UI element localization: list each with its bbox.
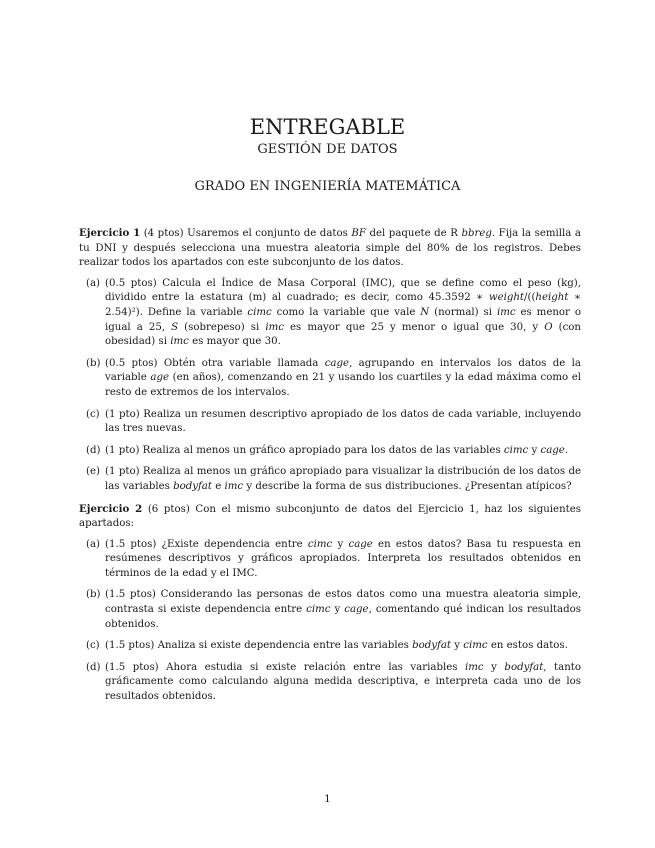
text-run: (en años), comenzando en 21 y usando los cuartiles y la edad máxima como el resto de extremos de los intervalos. bbox=[105, 372, 581, 398]
item-label: (a) bbox=[86, 538, 101, 550]
exercise-2-item-c bbox=[79, 639, 581, 654]
item-label: (b) bbox=[86, 589, 101, 601]
text-run: e bbox=[211, 480, 225, 492]
text-run: es menor o igual a 25, bbox=[105, 306, 581, 333]
dataset-name: BF bbox=[351, 228, 366, 239]
item-label: (d) bbox=[86, 661, 101, 673]
package-name: bbreg bbox=[461, 228, 492, 239]
variable-name: age bbox=[150, 372, 170, 384]
item-label: (c) bbox=[86, 408, 100, 420]
variable-name: cimc bbox=[247, 306, 272, 318]
text-run: (0.5 ptos) Obtén otra variable llamada bbox=[105, 357, 325, 369]
variable-name: cimc bbox=[503, 444, 529, 456]
text-run: ∗ 2.54)²). Define la variable bbox=[105, 292, 581, 318]
item-label: (d) bbox=[86, 444, 101, 456]
exercise-1 bbox=[79, 226, 581, 495]
text-run: en estos datos. bbox=[487, 640, 568, 652]
text-run: es mayor que 25 y menor o igual que 30, y bbox=[283, 321, 545, 333]
page-number: 1 bbox=[324, 793, 331, 805]
item-label: (a) bbox=[86, 277, 101, 289]
item-label: (c) bbox=[86, 640, 100, 652]
exercise-1-item-d bbox=[79, 444, 581, 459]
exercise-1-title: Ejercicio 1 bbox=[79, 227, 141, 239]
exercise-2-item-b bbox=[79, 588, 581, 632]
item-label: (b) bbox=[86, 357, 101, 369]
variable-name: bodyfat bbox=[412, 640, 451, 652]
text-run: /(( bbox=[524, 292, 536, 304]
text-run: (4 ptos) Usaremos el conjunto de datos bbox=[140, 228, 352, 239]
exercise-1-item-c bbox=[79, 408, 581, 437]
text-run: (1.5 ptos) Considerando las personas de estos datos como una muestra aleatoria simple, contrasta si existe dependencia entre bbox=[105, 589, 581, 616]
text-run: , agrupando en intervalos los datos de la variable bbox=[105, 357, 581, 384]
text-run: (1.5 ptos) ¿Existe dependencia entre bbox=[105, 538, 308, 550]
text-run: (1.5 ptos) Analiza si existe dependencia entre las variables bbox=[105, 640, 413, 652]
variable-name: bodyfat bbox=[504, 661, 544, 673]
variable-name: cage bbox=[324, 357, 350, 369]
variable-name: O bbox=[544, 321, 553, 333]
exercise-2-items bbox=[79, 538, 581, 705]
text-run: (6 ptos) Con el mismo subconjunto de datos del Ejercicio 1, haz los siguientes apartados: bbox=[79, 503, 581, 530]
variable-name: cage bbox=[348, 538, 373, 550]
exercise-2 bbox=[79, 502, 581, 705]
text-run: y bbox=[332, 538, 349, 550]
text-run: y bbox=[330, 604, 345, 616]
exercise-1-item-b bbox=[79, 357, 581, 401]
variable-name: imc bbox=[265, 321, 284, 333]
variable-name: cimc bbox=[463, 640, 488, 652]
exercise-2-title: Ejercicio 2 bbox=[79, 502, 143, 515]
text-run: (1 pto) Realiza al menos un gráfico apropiado para visualizar la distribución de los datos de las variables bbox=[105, 466, 581, 492]
text-run: (normal) si bbox=[429, 306, 497, 318]
variable-name: cage bbox=[540, 444, 565, 456]
text-run: (1 pto) Realiza al menos un gráfico apropiado para los datos de las variables bbox=[105, 444, 504, 456]
document-body bbox=[79, 226, 581, 712]
text-run: (1 pto) Realiza un resumen descriptivo apropiado de los datos de cada variable, incluyendo las tres nuevas. bbox=[105, 408, 581, 435]
exercise-2-item-a bbox=[79, 538, 581, 582]
exercise-1-items bbox=[79, 277, 581, 495]
variable-name: imc bbox=[496, 306, 516, 318]
text-run: es mayor que 30. bbox=[188, 336, 281, 348]
text-run: y describe la forma de sus distribuciones. ¿Presentan atípicos? bbox=[243, 480, 572, 492]
text-run: , tanto gráficamente como calculando alguna medida descriptiva, e interpreta cada uno de los resultados obtenidos. bbox=[105, 661, 582, 703]
text-run: . Fija la semilla a tu DNI y después selecciona una muestra aleatoria simple del 80% de los registros. Debes realizar todos los apartados con este subconjunto de los datos. bbox=[79, 228, 581, 269]
variable-name: imc bbox=[170, 336, 189, 348]
variable-name: height bbox=[535, 292, 569, 304]
variable-name: cimc bbox=[306, 604, 331, 616]
exercise-2-intro bbox=[79, 502, 581, 532]
text-run: como la variable que vale bbox=[271, 306, 421, 318]
degree-name: GRADO EN INGENIERÍA MATEMÁTICA bbox=[194, 179, 461, 194]
document-subtitle: GESTIÓN DE DATOS bbox=[257, 142, 398, 157]
text-run: (sobrepeso) si bbox=[178, 321, 266, 333]
exercise-1-intro bbox=[79, 226, 581, 271]
exercise-2-item-d bbox=[79, 661, 581, 705]
document-title: ENTREGABLE bbox=[249, 115, 406, 139]
variable-name: cimc bbox=[307, 538, 333, 550]
exercise-1-item-a bbox=[79, 277, 581, 350]
variable-name: imc bbox=[224, 480, 244, 492]
variable-name: weight bbox=[488, 292, 525, 304]
variable-name: S bbox=[171, 321, 179, 333]
variable-name: cage bbox=[344, 604, 369, 616]
exercise-1-item-e bbox=[79, 465, 581, 494]
variable-name: N bbox=[420, 306, 430, 318]
variable-name: imc bbox=[465, 661, 484, 673]
text-run: y bbox=[528, 444, 541, 456]
text-run: , comentando qué indican los resultados obtenidos. bbox=[105, 604, 581, 630]
text-run: (1.5 ptos) Ahora estudia si existe relación entre las variables bbox=[105, 661, 465, 673]
text-run: . bbox=[564, 444, 569, 456]
item-label: (e) bbox=[86, 466, 100, 478]
variable-name: bodyfat bbox=[173, 480, 212, 492]
text-run: del paquete de R bbox=[365, 228, 462, 239]
text-run: y bbox=[483, 661, 505, 673]
text-run: (0.5 ptos) Calcula el Índice de Masa Corporal (IMC), que se define como el peso (kg), dividido entre la estatura (m) al cuadrado; es decir, como 45.3592 ∗ bbox=[105, 277, 581, 304]
text-run: en estos datos? Basa tu respuesta en resúmenes descriptivos y gráficos apropiados. Interpreta los resultados obtenidos en términos de la edad y el IMC. bbox=[105, 538, 581, 579]
text-run: (con obesidad) si bbox=[105, 321, 581, 348]
text-run: y bbox=[451, 640, 464, 652]
